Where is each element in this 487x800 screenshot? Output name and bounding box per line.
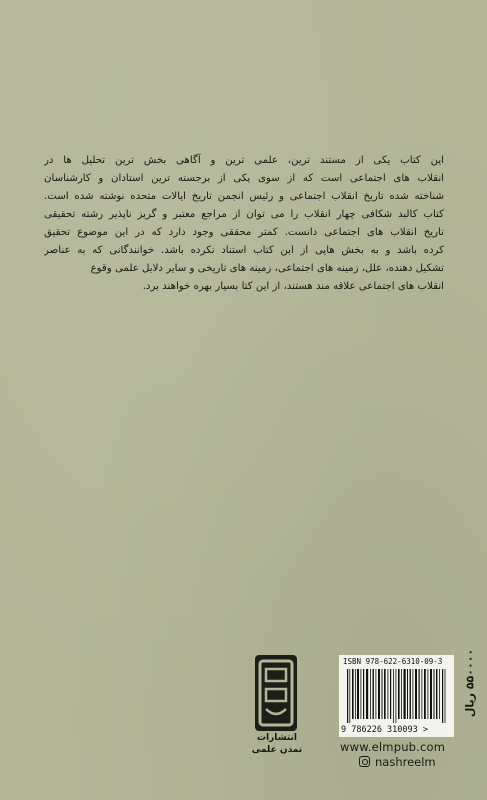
description-text [44,152,444,292]
instagram-handle: nashreelm [375,755,436,769]
description-line: تشکیل دهنده، علل، زمینه های اجتماعی، زمینه های تاریخی و سایر دلایل علمی وقوع [90,263,444,274]
barcode [339,655,454,737]
description-line: این کتاب یکی از مستند ترین، علمی ترین و آگاهی بخش ترین تحلیل ها در [44,155,444,166]
website-url: www.elmpub.com [340,740,446,754]
publisher-logo [247,655,307,765]
description-line: انقلاب های اجتماعی است که از سوی یکی از برجسته ترین استادان و کارشناسان [44,173,444,184]
isbn-text: ISBN 978-622-6310-09-3 [343,657,443,666]
description-line: شناخته شده تاریخ انقلاب اجتماعی و رئیس انجمن تاریخ ایالات متحده نوشته شده است. [44,191,444,202]
instagram-icon [359,756,370,767]
description-line: کرده باشد و به بخش هایی از این کتاب استناد نکرده باشد. خوانندگانی که به عناصر [44,245,444,256]
publisher-name-line2: تمدن علمی [251,745,303,755]
description-line: تاریخ انقلاب های اجتماعی دانست. کمتر محققی وجود دارد که در این موضوع تحقیق [44,227,444,238]
publisher-name-line1: انتشارات [257,733,297,743]
tamaddon-elmi-logo-icon [255,655,297,731]
description-line: کتاب کالبد شکافی چهار انقلاب را می توان از مراجع معتبر و گریز ناپذیر رشته تحقیقی [44,209,444,220]
barcode-number: 9 786226 310093 > [341,725,428,735]
price-label [460,640,480,725]
description-line: انقلاب های اجتماعی علاقه مند هستند، از این کتا بسیار بهره خواهند برد. [142,281,444,292]
price-text: ۵۵۰۰۰۰ ریال [463,648,477,717]
barcode-bars [347,669,447,723]
